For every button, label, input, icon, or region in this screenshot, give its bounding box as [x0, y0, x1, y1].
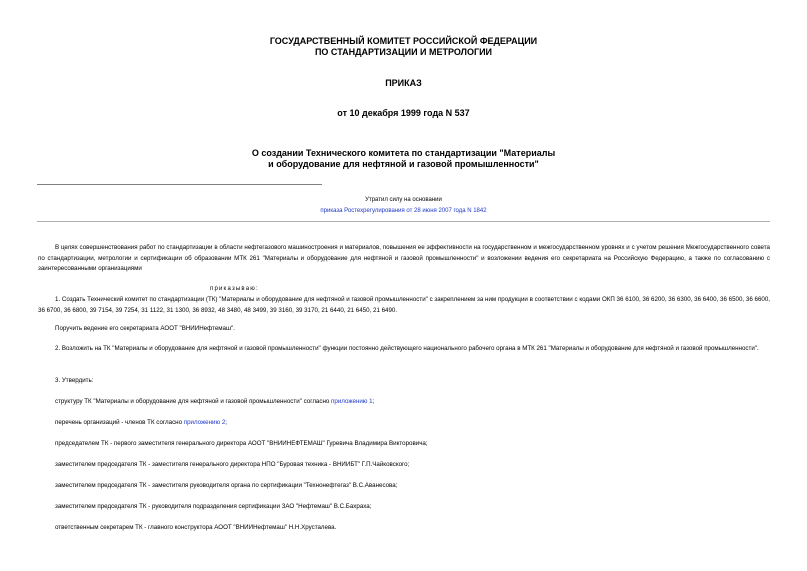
item2-paragraph: 2. Возложить на ТК "Материалы и оборудование для нефтяной и газовой промышленности" функции постоянно действующего национального рабочего органа в МТК 261 "Материалы и оборудование для нефтяной и газовой промышленности".	[55, 345, 759, 352]
preamble-paragraph: В целях совершенствования работ по стандартизации в области нефтегазового машиностроения и материалов, повышения ее эффективности на государственном и межгосударственном уровнях и с учетом решения Межгосударственного совета по стандартизации, метрологии и сертификации об образовании МТК 261 "Материалы и оборудование для нефтяной и газовой промышленности" и возложении ведения его секретариата на Российскую Федерацию, а также по согласованию с заинтересованными организациями	[38, 244, 770, 272]
item1-paragraph: 1. Создать Технический комитет по стандартизации (ТК) "Материалы и оборудование для нефтяной и газовой промышленности" с закреплением за ним продукции в соответствии с кодами ОКП 36 6100, 36 6200, 36 6300, 36 6400, 36 6500, 36 6600, 36 6700, 36 6800, 39 7154, 39 7254, 31 1122, 31 1300, 36 8932, 48 3480, 48 3499, 39 3160, 39 3170, 21 6440, 21 6450, 21 6490.	[38, 296, 770, 314]
members-end: ;	[225, 419, 228, 426]
item3-heading: 3. Утвердить:	[55, 377, 94, 384]
org-name-line2: ПО СТАНДАРТИЗАЦИИ И МЕТРОЛОГИИ	[314, 47, 493, 57]
members-line	[55, 418, 770, 427]
date-number: от 10 декабря 1999 года N 537	[337, 108, 470, 118]
deputy3-line: заместителем председателя ТК - руководителя подразделения сертификации ЗАО "Нефтемаш" В.С.Бахраха;	[55, 503, 372, 510]
doc-type: ПРИКАЗ	[385, 78, 422, 88]
status-note: Утратил силу на основании	[365, 197, 442, 203]
org-name-line1: ГОСУДАРСТВЕННЫЙ КОМИТЕТ РОССИЙСКОЙ ФЕДЕРАЦИИ	[269, 36, 538, 46]
secretary-line: ответственным секретарем ТК - главного конструктора АООТ "ВНИИНефтемаш" Н.Н.Хрусталева.	[55, 524, 337, 531]
appendix2-link[interactable]: приложению 2	[183, 419, 226, 426]
members-text: перечень организаций - членов ТК согласно	[55, 419, 184, 426]
divider-short	[37, 184, 322, 185]
divider-long	[37, 221, 770, 222]
status-link-wrap	[0, 207, 807, 215]
chairman-line: председателем ТК - первого заместителя генерального директора АООТ "ВНИИНЕФТЕМАШ" Гуревича Владимира Викторовича;	[55, 440, 428, 447]
order-word: приказываю	[210, 286, 256, 292]
structure-text: структуру ТК "Материалы и оборудование для нефтяной и газовой промышленности" согласно	[55, 398, 332, 405]
title-line1: О создании Технического комитета по стандартизации "Материалы	[251, 148, 556, 158]
structure-line	[55, 397, 770, 406]
title-line2: и оборудование для нефтяной и газовой промышленности"	[268, 159, 539, 169]
item1-secretariat: Поручить ведение его секретариата АООТ "ВНИИНефтемаш".	[55, 325, 235, 332]
repeal-order-link[interactable]: приказа Ростехрегулирования от 28 июня 2007 года N 1842	[320, 208, 487, 214]
appendix1-link[interactable]: приложению 1	[331, 398, 373, 405]
structure-end: ;	[372, 398, 375, 405]
order-word-wrap	[210, 285, 258, 293]
order-colon: :	[255, 286, 258, 292]
deputy1-line: заместителем председателя ТК - заместителя генерального директора НПО "Буровая техника - ВНИИБТ" Г.П.Чайковского;	[55, 461, 410, 468]
deputy2-line: заместителем председателя ТК - заместителя руководителя органа по сертификации "Технонефтегаз" В.С.Аванесова;	[55, 482, 398, 489]
